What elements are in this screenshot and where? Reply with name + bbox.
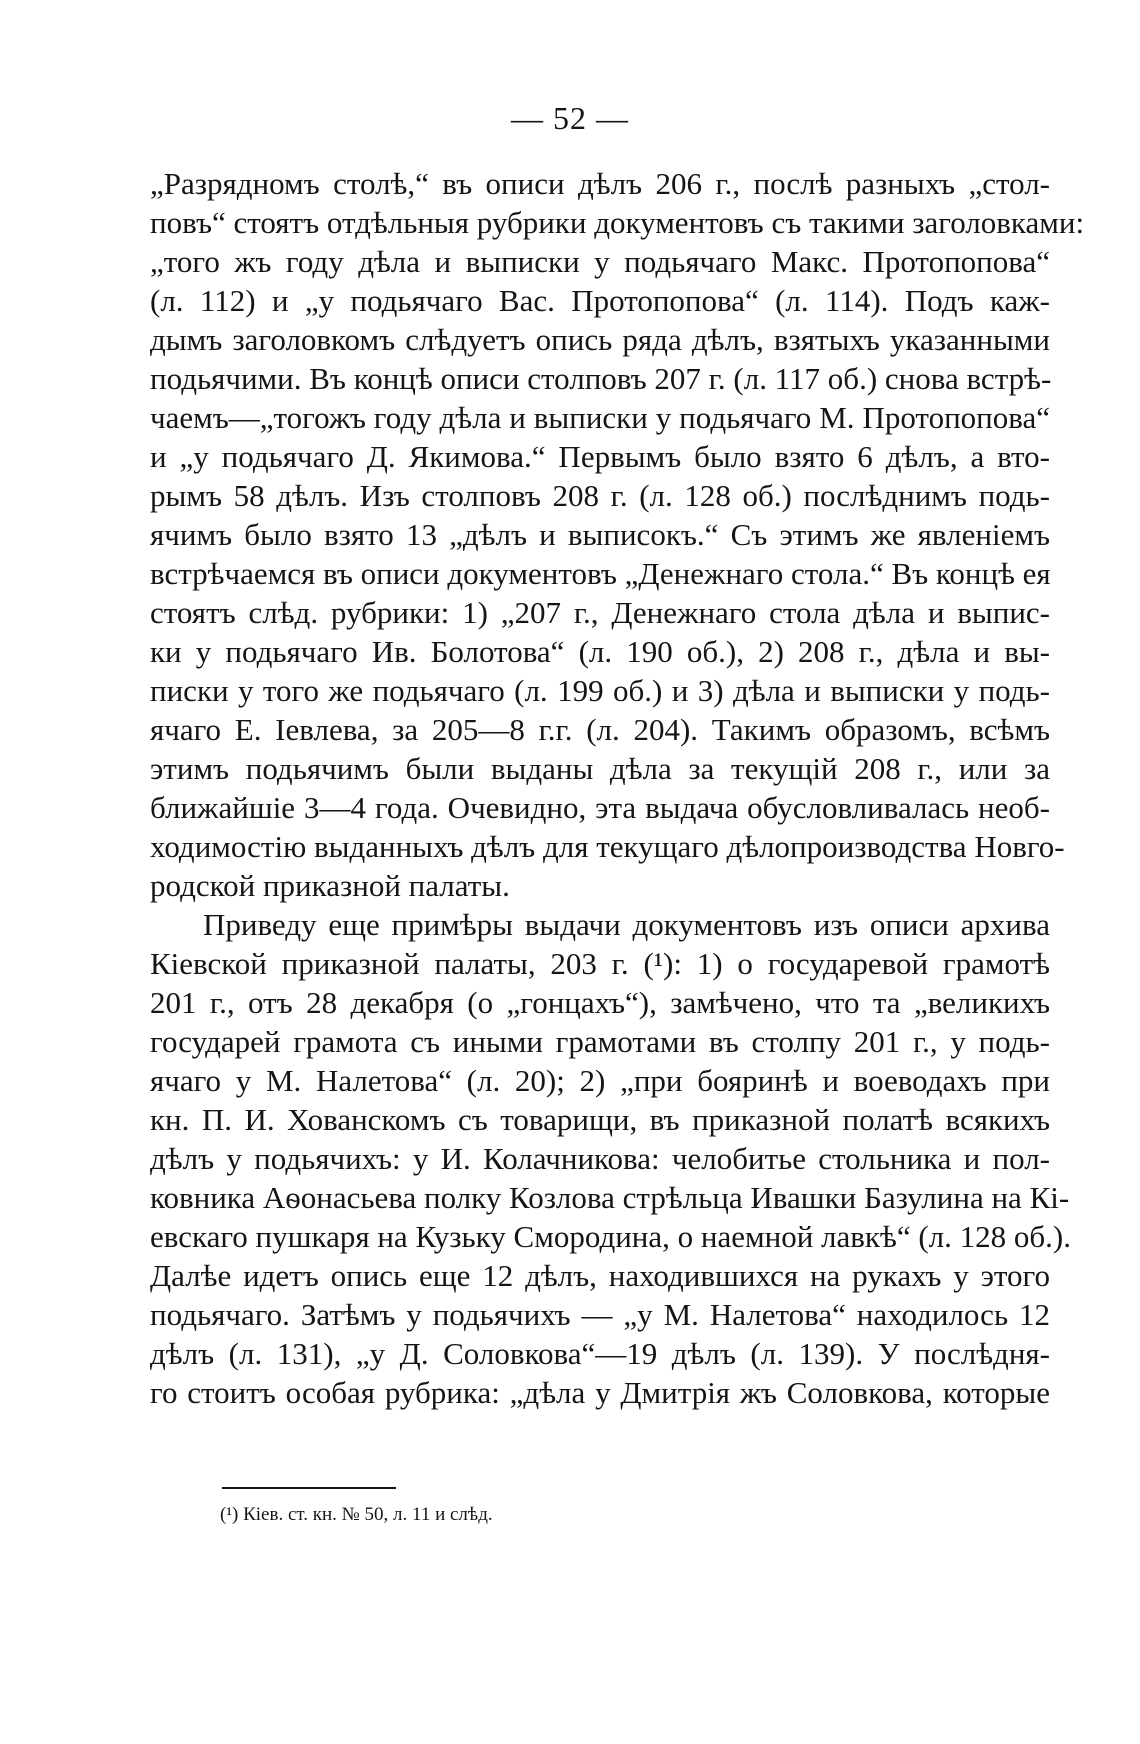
text-line: 201 г., отъ 28 декабря (о „гонцахъ“), замѣчено, что та „великихъ — [150, 985, 1050, 1020]
body-text — [150, 164, 1085, 1412]
text-line: встрѣчаемся въ описи документовъ „Денежнаго стола.“ Въ концѣ ея — [150, 556, 1051, 591]
text-line: чаемъ—„тогожъ году дѣла и выписки у подьячаго М. Протопопова“ — [150, 400, 1050, 435]
text-line: ки у подьячаго Ив. Болотова“ (л. 190 об.), 2) 208 г., дѣла и вы- — [150, 634, 1050, 669]
text-line: ходимостію выданныхъ дѣлъ для текущаго дѣлопроизводства Новго- — [150, 829, 1065, 864]
page-number: — 52 — — [511, 100, 629, 136]
text-line: дымъ заголовкомъ слѣдуетъ опись ряда дѣлъ, взятыхъ указанными — [150, 322, 1050, 357]
text-line: ближайшіе 3—4 года. Очевидно, эта выдача обусловливалась необ- — [150, 790, 1050, 825]
text-line: стоятъ слѣд. рубрики: 1) „207 г., Денежнаго стола дѣла и выпис- — [150, 595, 1050, 630]
paragraph-first-line: Приведу еще примѣры выдачи документовъ изъ описи архива — [203, 907, 1050, 942]
text-line: повъ“ стоятъ отдѣльныя рубрики документовъ съ такими заголовками: — [150, 205, 1085, 240]
text-line: ячаго у М. Налетова“ (л. 20); 2) „при бояринѣ и воеводахъ при — [150, 1063, 1050, 1098]
text-line: и „у подьячаго Д. Якимова.“ Первымъ было взято 6 дѣлъ, а вто- — [150, 439, 1050, 474]
text-line: этимъ подьячимъ были выданы дѣла за текущій 208 г., или за — [150, 751, 1050, 786]
text-line: Кіевской приказной палаты, 203 г. (¹): 1) о государевой грамотѣ — [150, 946, 1050, 981]
text-line: „Разрядномъ столѣ,“ въ описи дѣлъ 206 г., послѣ разныхъ „стол- — [150, 166, 1050, 201]
text-line: писки у того же подьячаго (л. 199 об.) и 3) дѣла и выписки у подь- — [150, 673, 1050, 708]
text-line: дѣлъ у подьячихъ: у И. Колачникова: челобитье стольника и пол- — [150, 1141, 1050, 1176]
text-line: Далѣе идетъ опись еще 12 дѣлъ, находившихся на рукахъ у этого — [150, 1258, 1050, 1293]
text-line: ячимъ было взято 13 „дѣлъ и выписокъ.“ Съ этимъ же явленіемъ — [150, 517, 1050, 552]
footnote: (¹) Кіев. ст. кн. № 50, л. 11 и слѣд. — [220, 1504, 493, 1525]
text-line: ковника Аѳонасьева полку Козлова стрѣльца Ивашки Базулина на Кі- — [150, 1180, 1070, 1215]
text-line: го стоитъ особая рубрика: „дѣла у Дмитрія жъ Соловкова, которые — [150, 1375, 1050, 1410]
text-line: кн. П. И. Хованскомъ съ товарищи, въ приказной полатѣ всякихъ — [150, 1102, 1050, 1137]
footnote-divider — [222, 1487, 396, 1489]
text-line: евскаго пушкаря на Кузьку Смородина, о наемной лавкѣ“ (л. 128 об.). — [150, 1219, 1071, 1254]
text-line: (л. 112) и „у подьячаго Вас. Протопопова“ (л. 114). Подъ каж- — [150, 283, 1050, 318]
text-line: рымъ 58 дѣлъ. Изъ столповъ 208 г. (л. 128 об.) послѣднимъ подь- — [150, 478, 1050, 513]
text-line: родской приказной палаты. — [150, 868, 510, 903]
text-line: ячаго Е. Іевлева, за 205—8 г.г. (л. 204). Такимъ образомъ, всѣмъ — [150, 712, 1050, 747]
text-line: подьячими. Въ концѣ описи столповъ 207 г. (л. 117 об.) снова встрѣ- — [150, 361, 1052, 396]
text-line: государей грамота съ иными грамотами въ столпу 201 г., у подь- — [150, 1024, 1050, 1059]
text-line: „того жъ году дѣла и выписки у подьячаго Макс. Протопопова“ — [150, 244, 1050, 279]
text-line: дѣлъ (л. 131), „у Д. Соловкова“—19 дѣлъ (л. 139). У послѣдня- — [150, 1336, 1050, 1371]
text-line: подьячаго. Затѣмъ у подьячихъ — „у М. Налетова“ находилось 12 — [150, 1297, 1050, 1332]
